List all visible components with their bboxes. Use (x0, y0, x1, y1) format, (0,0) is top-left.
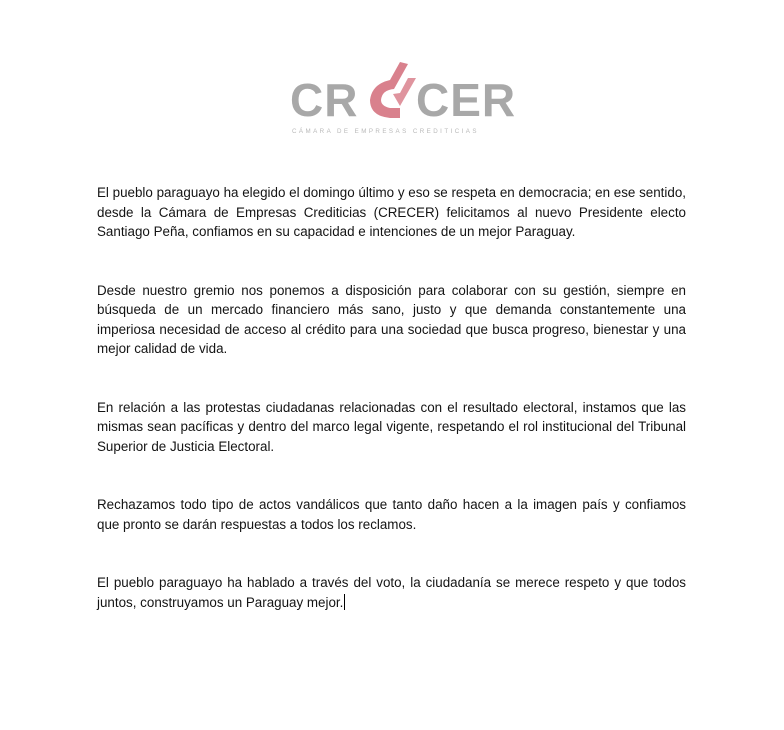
paragraph-3: En relación a las protestas ciudadanas relacionadas con el resultado electoral, instamos que las mismas sean pacíficas y dentro del marco legal vigente, respetando el rol institucional del Tribunal Superior de Justicia Electoral. (97, 399, 686, 454)
logo-wordmark-right: CER (416, 74, 517, 126)
paragraph-4: Rechazamos todo tipo de actos vandálicos que tanto daño hacen a la imagen país y confiamos que pronto se darán respuestas a todos los reclamos. (97, 497, 686, 532)
document-body[interactable] (97, 183, 686, 612)
checkmark-c-icon (370, 62, 416, 118)
text-cursor (344, 594, 345, 610)
crecer-logo (290, 58, 517, 138)
paragraph-1: El pueblo paraguayo ha elegido el domingo último y eso se respeta en democracia; en ese sentido, desde la Cámara de Empresas Crediticias (CRECER) felicitamos al nuevo Presidente electo Santiago Peña, confiamos en su capacidad e intenciones de un mejor Paraguay. (97, 185, 686, 239)
paragraph-5-text: El pueblo paraguayo ha hablado a través del voto, la ciudadanía se merece respeto y que todos juntos, construyamos un Paraguay mejor. (97, 575, 686, 610)
paragraph-2: Desde nuestro gremio nos ponemos a disposición para colaborar con su gestión, siempre en búsqueda de un mercado financiero más sano, justo y que demanda constantemente una imperiosa necesidad de acceso al crédito para una sociedad que busca progreso, bienestar y una mejor calidad de vida. (97, 282, 686, 356)
logo-wordmark-left: CR (290, 74, 359, 126)
crecer-logo-graphic (290, 58, 517, 138)
logo-tagline: CÁMARA DE EMPRESAS CREDITICIAS (292, 128, 479, 135)
paragraph-5 (97, 573, 686, 612)
